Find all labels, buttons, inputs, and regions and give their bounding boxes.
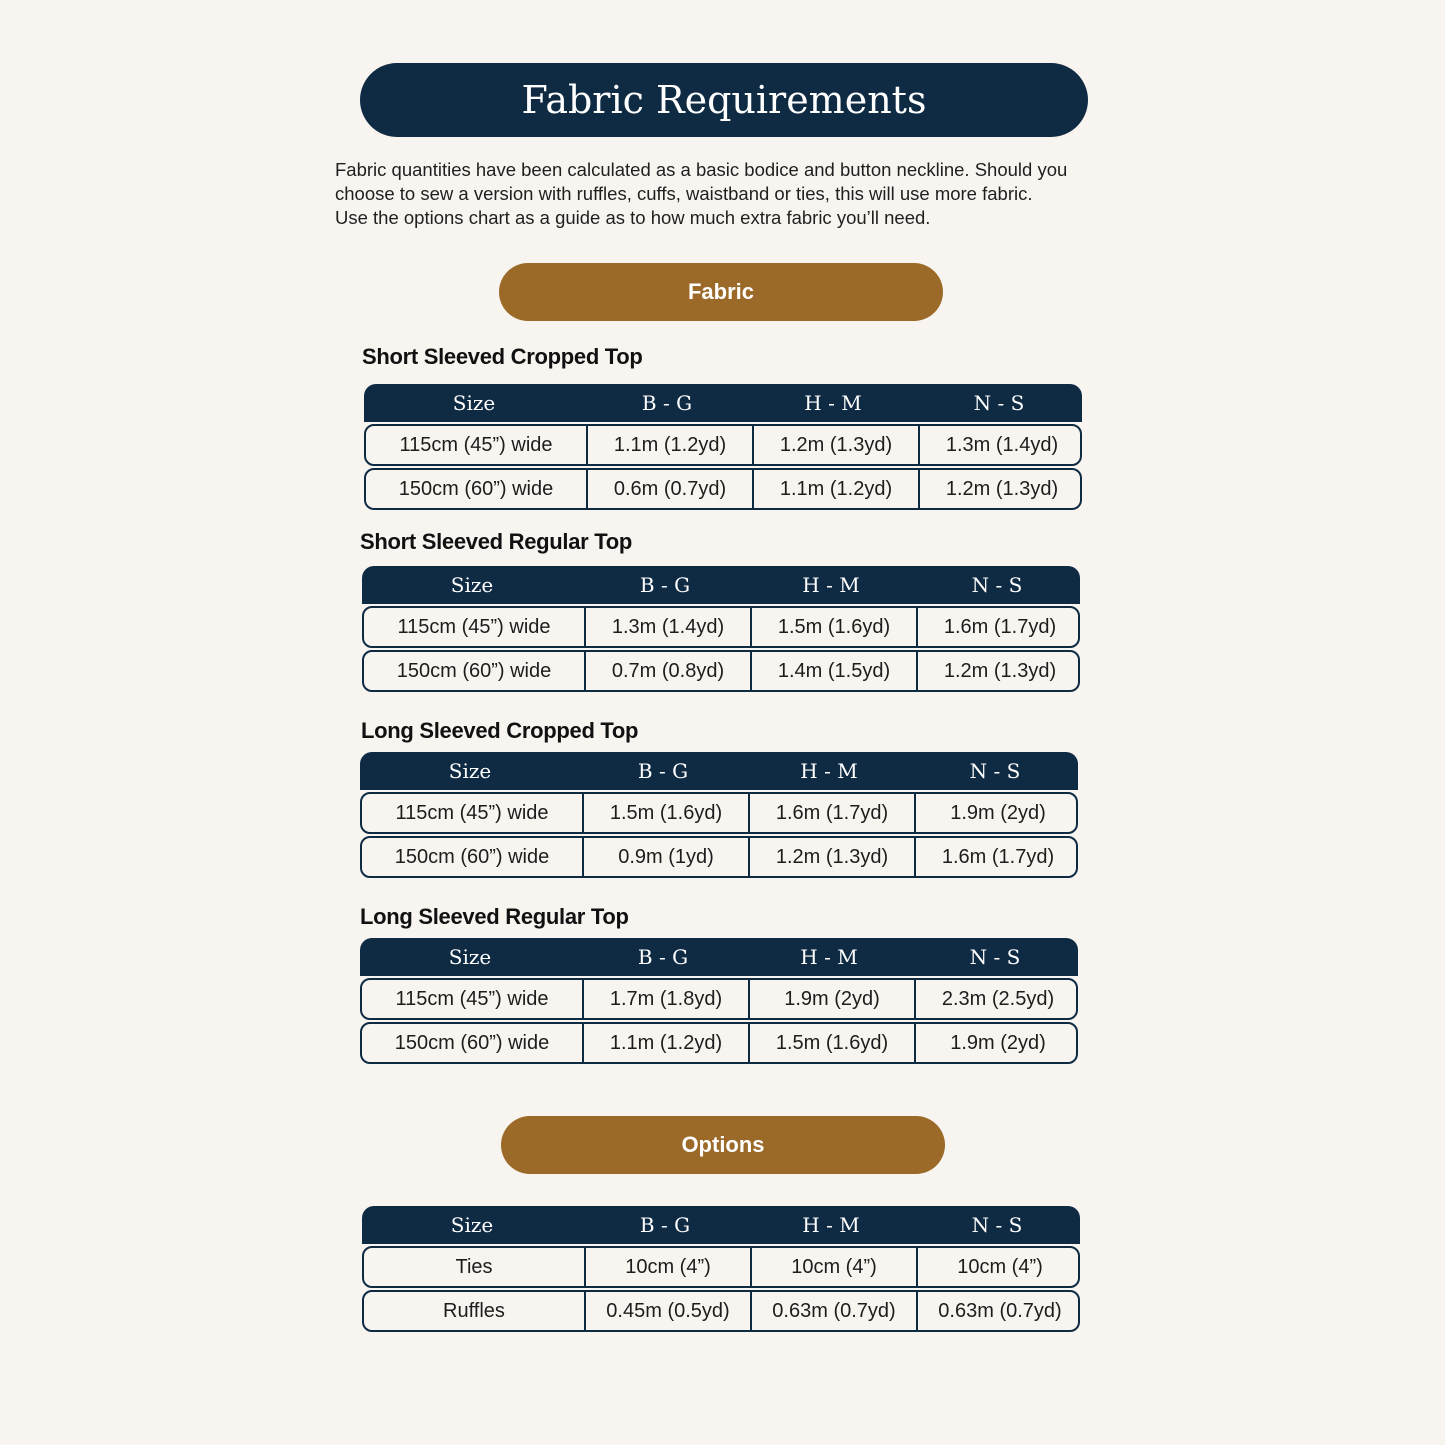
- cell-value: 1.4m (1.5yd): [750, 652, 916, 690]
- cell-value: 1.2m (1.3yd): [748, 838, 914, 876]
- cell-value: 1.6m (1.7yd): [914, 838, 1080, 876]
- cell-value: 2.3m (2.5yd): [914, 980, 1080, 1018]
- fabric-table-short-regular: [362, 566, 1080, 692]
- header-size: Size: [448, 759, 492, 783]
- fabric-section-heading: Fabric: [499, 263, 943, 321]
- header-h-m: H - M: [802, 573, 860, 597]
- cell-option: Ties: [455, 1255, 493, 1278]
- intro-line: Fabric quantities have been calculated as a basic bodice and button neckline. Should you: [335, 159, 1068, 180]
- table-header: [362, 1206, 1080, 1244]
- fabric-table-short-cropped: [364, 384, 1082, 510]
- cell-value: 1.3m (1.4yd): [918, 426, 1084, 464]
- cell-value: 1.5m (1.6yd): [750, 608, 916, 646]
- cell-value: 1.3m (1.4yd): [584, 608, 750, 646]
- cell-value: 0.9m (1yd): [582, 838, 748, 876]
- header-b-g: B - G: [637, 945, 689, 969]
- cell-value: 0.6m (0.7yd): [586, 470, 752, 508]
- header-n-s: N - S: [971, 573, 1023, 597]
- header-n-s: N - S: [973, 391, 1025, 415]
- cell-value: 1.1m (1.2yd): [582, 1024, 748, 1062]
- header-h-m: H - M: [800, 759, 858, 783]
- cell-value: 10cm (4”): [750, 1248, 916, 1286]
- table-title: Short Sleeved Regular Top: [360, 529, 633, 554]
- cell-width: 115cm (45”) wide: [397, 615, 551, 638]
- table-row: [360, 792, 1078, 834]
- table-title: Long Sleeved Regular Top: [360, 904, 629, 929]
- table-header: [360, 938, 1078, 976]
- header-n-s: N - S: [969, 945, 1021, 969]
- cell-value: 1.9m (2yd): [914, 794, 1080, 832]
- table-row: [364, 424, 1082, 466]
- cell-width: 150cm (60”) wide: [398, 477, 554, 500]
- cell-value: 1.1m (1.2yd): [752, 470, 918, 508]
- intro-line: Use the options chart as a guide as to how much extra fabric you’ll need.: [335, 207, 931, 228]
- header-size: Size: [450, 573, 494, 597]
- table-header: [360, 752, 1078, 790]
- header-b-g: B - G: [637, 759, 689, 783]
- header-size: Size: [452, 391, 496, 415]
- cell-option: Ruffles: [443, 1299, 505, 1322]
- header-n-s: N - S: [971, 1213, 1023, 1237]
- table-title: Short Sleeved Cropped Top: [362, 344, 643, 369]
- cell-width: 150cm (60”) wide: [394, 1031, 550, 1054]
- cell-value: 1.1m (1.2yd): [586, 426, 752, 464]
- cell-value: 0.63m (0.7yd): [916, 1292, 1082, 1330]
- header-size: Size: [448, 945, 492, 969]
- intro-line: choose to sew a version with ruffles, cuffs, waistband or ties, this will use more fabric.: [335, 183, 1033, 204]
- cell-value: 0.45m (0.5yd): [584, 1292, 750, 1330]
- page-title: Fabric Requirements: [360, 63, 1088, 137]
- cell-value: 1.2m (1.3yd): [918, 470, 1084, 508]
- cell-width: 115cm (45”) wide: [395, 987, 549, 1010]
- header-b-g: B - G: [639, 573, 691, 597]
- header-n-s: N - S: [969, 759, 1021, 783]
- table-header: [362, 566, 1080, 604]
- cell-value: 1.5m (1.6yd): [748, 1024, 914, 1062]
- cell-width: 150cm (60”) wide: [396, 659, 552, 682]
- cell-width: 115cm (45”) wide: [395, 801, 549, 824]
- header-h-m: H - M: [804, 391, 862, 415]
- cell-width: 150cm (60”) wide: [394, 845, 550, 868]
- table-row: [360, 836, 1078, 878]
- cell-value: 1.9m (2yd): [748, 980, 914, 1018]
- table-row: [362, 1246, 1080, 1288]
- options-section-heading: Options: [501, 1116, 945, 1174]
- cell-value: 1.6m (1.7yd): [748, 794, 914, 832]
- table-row: [360, 1022, 1078, 1064]
- cell-value: 1.6m (1.7yd): [916, 608, 1082, 646]
- fabric-table-long-cropped: [360, 752, 1078, 878]
- header-b-g: B - G: [639, 1213, 691, 1237]
- cell-value: 1.2m (1.3yd): [916, 652, 1082, 690]
- cell-value: 1.2m (1.3yd): [752, 426, 918, 464]
- fabric-table-long-regular: [360, 938, 1078, 1064]
- table-row: [364, 468, 1082, 510]
- table-row: [362, 1290, 1080, 1332]
- cell-value: 0.63m (0.7yd): [750, 1292, 916, 1330]
- cell-width: 115cm (45”) wide: [399, 433, 553, 456]
- header-b-g: B - G: [641, 391, 693, 415]
- cell-value: 1.7m (1.8yd): [582, 980, 748, 1018]
- options-table: [362, 1206, 1080, 1332]
- table-header: [364, 384, 1082, 422]
- cell-value: 10cm (4”): [584, 1248, 750, 1286]
- cell-value: 1.9m (2yd): [914, 1024, 1080, 1062]
- cell-value: 0.7m (0.8yd): [584, 652, 750, 690]
- table-row: [360, 978, 1078, 1020]
- table-row: [362, 650, 1080, 692]
- table-title: Long Sleeved Cropped Top: [361, 718, 639, 743]
- header-h-m: H - M: [800, 945, 858, 969]
- intro-text: [335, 158, 1125, 230]
- table-row: [362, 606, 1080, 648]
- cell-value: 10cm (4”): [916, 1248, 1082, 1286]
- cell-value: 1.5m (1.6yd): [582, 794, 748, 832]
- header-size: Size: [450, 1213, 494, 1237]
- header-h-m: H - M: [802, 1213, 860, 1237]
